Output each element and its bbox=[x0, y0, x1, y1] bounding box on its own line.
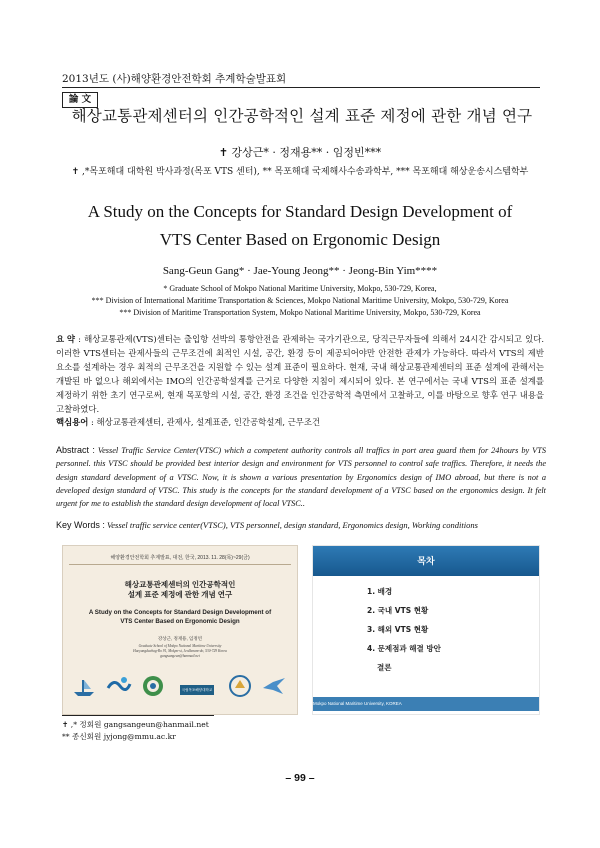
english-title-line-1: A Study on the Concepts for Standard Design Development of bbox=[87, 202, 513, 221]
contents-list bbox=[367, 586, 441, 681]
contents-item: 2. 국내 VTS 현황 bbox=[367, 606, 429, 615]
footnote-divider bbox=[62, 715, 214, 716]
slide-english-title bbox=[63, 608, 297, 626]
korean-keywords bbox=[56, 416, 544, 428]
english-authors: Sang-Geun Gang* · Jae-Young Jeong** · Jeong-Bin Yim**** bbox=[162, 265, 438, 277]
seal-logo-icon bbox=[227, 674, 253, 698]
english-title bbox=[40, 198, 560, 254]
slide-english-title-line: A Study on the Concepts for Standard Design Development of bbox=[88, 609, 272, 616]
contents-slide-thumbnail bbox=[312, 545, 540, 715]
contents-item: 결론 bbox=[377, 663, 392, 672]
slide-affiliation-line: Graduate School of Mokpo National Maritime University bbox=[138, 644, 222, 648]
paper-type-badge: 論 文 bbox=[62, 92, 98, 108]
slide-authors: 강상근, 정재용, 임정빈 bbox=[157, 636, 203, 641]
footnote-1: ✝ ,* 정회원 gangsangeun@hanmail.net bbox=[62, 720, 209, 729]
ship-logo-icon bbox=[71, 674, 97, 698]
contents-item: 3. 해외 VTS 현황 bbox=[367, 625, 429, 634]
english-abstract bbox=[56, 444, 546, 510]
english-abstract-text: Vessel Traffic Service Center(VTSC) which a competent authority controls all traffics in port area guard them for 24hours by VTS personnel. this VTSC should be provided best interior design and environment for VTS personnel to control safe traffics. Therefore, it needs the design standard development of a VTSC. Now, it is shown a various presentation by Ergonomics design of IMO abroad, but there is not a developed design standard of VTSC. This study is the concepts for the standard development of a VTSC based on the ergonomics design. It felt urgent for me to establish the standard design development of local VTSC.. bbox=[56, 446, 546, 509]
conference-header: 2013년도 (사)해양환경안전학회 추계학술발표회 bbox=[62, 73, 287, 85]
contents-item: 4. 문제점과 해결 방안 bbox=[367, 644, 441, 653]
wave-logo-icon bbox=[106, 674, 132, 698]
korean-title: 해상교통관제센터의 인간공학적인 설계 표준 제정에 관한 개념 연구 bbox=[71, 107, 533, 125]
english-keywords bbox=[56, 520, 546, 530]
slide-divider bbox=[69, 564, 291, 565]
korean-keywords-label: 핵심용어 bbox=[56, 417, 89, 427]
english-abstract-label: Abstract : bbox=[56, 445, 95, 455]
affiliation-line: *** Division of International Maritime Transportation & Sciences, Mokpo National Maritime University, Mokpo, 530-729, Korea bbox=[91, 296, 509, 305]
page-number: – 99 – bbox=[285, 772, 315, 784]
slide-affiliation-line: Haeyangdaehag-Ro 91, Mokpo-si, Jeollanam-do, 530-729 Korea bbox=[133, 649, 227, 653]
contents-item: 1. 배경 bbox=[367, 587, 393, 596]
emblem-logo-icon bbox=[140, 674, 166, 698]
slide-korean-title-line: 해상교통관제센터의 인간공학적인 bbox=[124, 580, 236, 589]
korean-affiliation: ✝ ,*목포해대 대학원 박사과정(목포 VTS 센터), ** 목포해대 국제해사수송과학부, *** 목포해대 해상운송시스템학부 bbox=[71, 167, 529, 177]
footnote-2: ** 종신회원 jyjong@mmu.ac.kr bbox=[62, 732, 176, 741]
english-keywords-label: Key Words : bbox=[56, 520, 105, 530]
university-logo: 국립목포해양대학교 bbox=[180, 685, 214, 695]
english-keywords-text: Vessel traffic service center(VTSC), VTS personnel, design standard, Ergonomics design, Working conditions bbox=[104, 520, 478, 530]
english-affiliations bbox=[40, 283, 560, 319]
slide-korean-title bbox=[63, 580, 297, 600]
affiliation-line: * Graduate School of Mokpo National Maritime University, Mokpo, 530-729, Korea, bbox=[163, 284, 437, 293]
korean-abstract bbox=[56, 332, 544, 416]
slide-affiliation bbox=[63, 644, 297, 659]
korean-abstract-text: : 해상교통관제(VTS)센터는 출입항 선박의 통항안전을 관제하는 국가기관으로, 당직근무자들에 의해서 24시간 감시되고 있다. 이러한 VTS센터는 관제사들의 근무조건에 최적인 시설, 공간, 환경 등이 제공되어야만 안전한 관제가 가능하다. 따라서 VTS의 제반 요소를 설계하는 경우 최적의 근무조건을 지원할 수 있는 설계 표준이 필요하다. 현재, 국내 해상교통관제센터의 표준 설계에 관해서는 개발된 바 없으나 해외에서는 IMO의 인간공학설계를 근거로 다양한 지침이 제시되어 있다. 본 연구에서는 국내 VTS의 표준 설계를 제정하기 위한 초기 연구로써, 현재 목포항의 시설, 공간, 환경 조건을 인간공학적 측면에서 고찰하고, 이를 바탕으로 향후 연구 내용을 고찰하였다. bbox=[56, 334, 544, 414]
affiliation-line: *** Division of Maritime Transportation System, Mokpo National Maritime University, Mokpo, 530-729, Korea bbox=[119, 308, 481, 317]
korean-abstract-label: 요 약 bbox=[56, 334, 76, 344]
bird-logo-icon bbox=[261, 674, 287, 698]
slide-header: 해양환경안전학회 추계발표, 대전, 한국, 2013. 11. 28(목)~29(금) bbox=[110, 555, 250, 561]
korean-keywords-text: : 해상교통관제센터, 관제사, 설계표준, 인간공학설계, 근무조건 bbox=[88, 417, 321, 427]
header-divider bbox=[62, 87, 540, 88]
slide-english-title-line: VTS Center Based on Ergonomic Design bbox=[120, 618, 240, 625]
title-slide-thumbnail bbox=[62, 545, 298, 715]
slide-contents-title: 목차 bbox=[417, 557, 435, 567]
korean-authors: ✝ 강상근* · 정재용** · 임정빈*** bbox=[218, 146, 382, 159]
slide-affiliation-line: gangsangeun@hanmail.net bbox=[160, 654, 200, 658]
slide-korean-title-line: 설계 표준 제정에 관한 개념 연구 bbox=[127, 590, 233, 599]
slide-footer: Mokpo National Maritime University, KOREA bbox=[313, 697, 539, 711]
english-title-line-2: VTS Center Based on Ergonomic Design bbox=[159, 230, 441, 249]
